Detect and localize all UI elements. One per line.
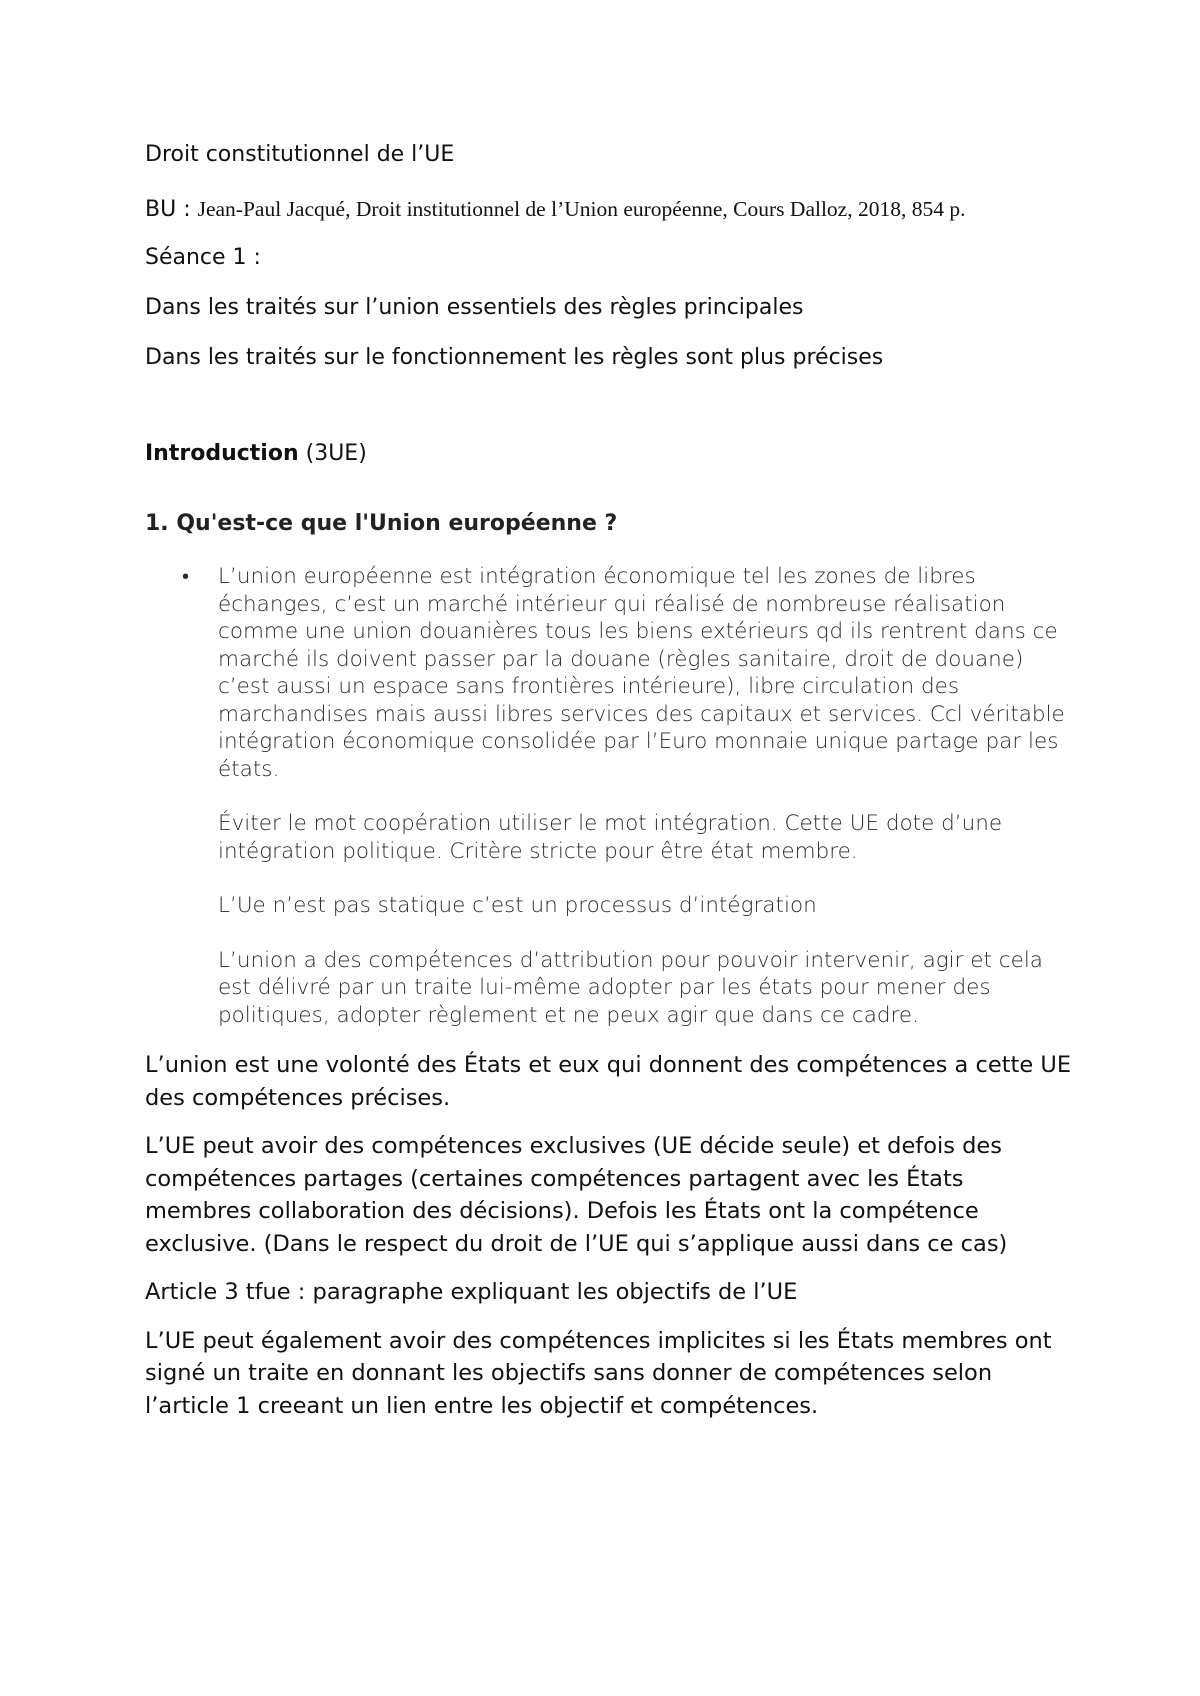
body-paragraph: Article 3 tfue : paragraphe expliquant les objectifs de l’UE <box>145 1279 798 1305</box>
bibliography-line <box>145 192 1075 227</box>
bullet-paragraph: L’union européenne est intégration économique tel les zones de libres échanges, c’est un marché intérieur qui réalisé de nombreuse réalisation comme une union douanières tous les biens extérieurs qd ils rentrent dans ce marché ils doivent passer par la douane (règles sanitaire, droit de douane) c’est aussi un espace sans frontières intérieure), libre circulation des marchandises mais aussi libres services des capitaux et services. Ccl véritable intégration économique consolidée par l’Euro monnaie unique partage par les états. <box>218 564 1065 782</box>
bullet-paragraph: Éviter le mot coopération utiliser le mot intégration. Cette UE dote d’une intégration politique. Critère stricte pour être état membre. <box>218 811 1003 864</box>
spacer <box>145 393 1075 439</box>
introduction-suffix: (3UE) <box>298 441 367 466</box>
question-heading: 1. Qu'est-ce que l'Union européenne ? <box>145 511 618 536</box>
body-paragraph: L’UE peut également avoir des compétences implicites si les États membres ont signé un traite en donnant les objectifs sans donner de compétences selon l’article 1 creeant un lien entre les objectif et compétences. <box>145 1327 1052 1419</box>
introduction-bold: Introduction <box>145 441 299 466</box>
bullet-icon: • <box>182 564 190 588</box>
document-title: Droit constitutionnel de l’UE <box>145 142 455 167</box>
bullet-paragraph: L’Ue n’est pas statique c’est un processus d’intégration <box>218 893 817 918</box>
body-paragraph: L’UE peut avoir des compétences exclusives (UE décide seule) et defois des compétences partages (certaines compétences partagent avec les États membres collaboration des décisions). Defois les États ont la compétence exclusive. (Dans le respect du droit de l’UE qui s’applique aussi dans ce cas) <box>145 1133 1008 1257</box>
bullet-paragraph: L’union a des compétences d’attribution pour pouvoir intervenir, agir et cela est délivré par un traite lui-même adopter par les états pour mener des politiques, adopter règlement et ne peux agir que dans ce cadre. <box>218 947 1043 1028</box>
seance-heading: Séance 1 : <box>145 245 261 270</box>
bullet-list-item <box>145 563 1075 1029</box>
treaty-line-2: Dans les traités sur le fonctionnement les règles sont plus précises <box>145 345 884 370</box>
bu-label: BU : <box>145 197 191 222</box>
body-paragraph: L’union est une volonté des États et eux qui donnent des compétences a cette UE des compétences précises. <box>145 1052 1072 1111</box>
document-body <box>145 140 1075 1438</box>
bu-reference: Jean-Paul Jacqué, Droit institutionnel de l’Union européenne, Cours Dalloz, 2018, 854 p. <box>197 197 966 221</box>
treaty-line-1: Dans les traités sur l’union essentiels des règles principales <box>145 295 804 320</box>
introduction-heading <box>145 439 1075 469</box>
